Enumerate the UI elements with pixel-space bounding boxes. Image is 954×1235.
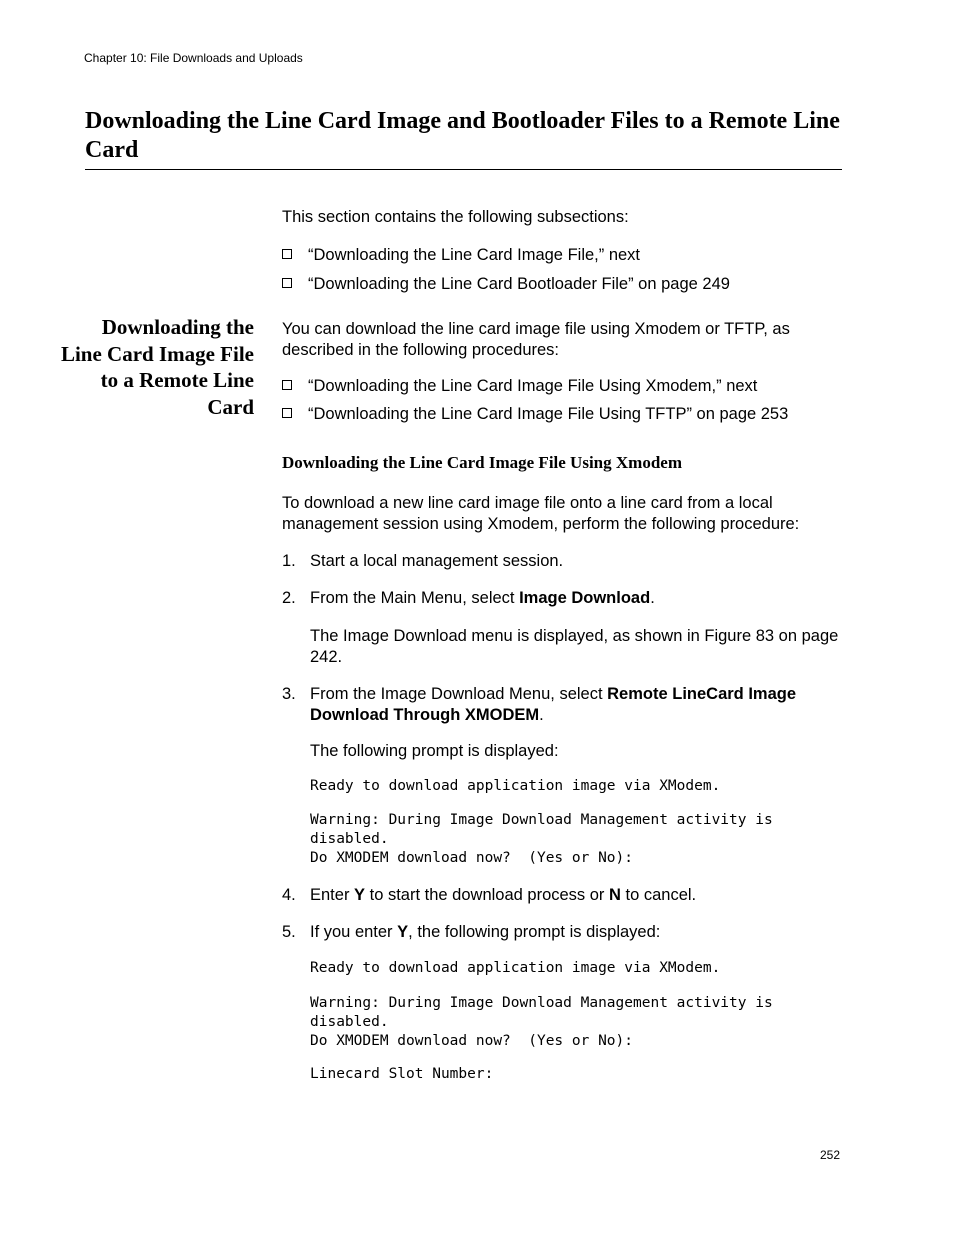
step-text-mid: to start the download process or [365, 886, 610, 904]
step-3-note: The following prompt is displayed: [310, 742, 559, 760]
step-emphasis: Y [397, 923, 409, 941]
step-number: 5. [282, 923, 296, 941]
bullet-text: “Downloading the Line Card Image File Using TFTP” on page 253 [308, 405, 789, 423]
bullet-text: “Downloading the Line Card Image File Using Xmodem,” next [308, 377, 758, 395]
step-text-end: to cancel. [620, 886, 697, 904]
running-head: Chapter 10: File Downloads and Uploads [84, 51, 303, 65]
code-block-line: Linecard Slot Number: [310, 1066, 494, 1082]
checkbox-bullet-icon [282, 408, 292, 418]
step-number: 2. [282, 589, 296, 607]
step-emphasis: Remote LineCard Image Download Through XMODEM [310, 685, 797, 724]
list-item [282, 376, 757, 397]
list-item [282, 245, 640, 266]
step-2 [282, 588, 842, 609]
step-text: Start a local management session. [310, 552, 564, 570]
step-5 [282, 922, 842, 943]
step-number: 1. [282, 552, 296, 570]
step-1 [282, 551, 842, 572]
step-emphasis: Image Download [519, 589, 651, 607]
step-number: 3. [282, 685, 296, 703]
step-text-end: . [650, 589, 655, 607]
page-number: 252 [820, 1148, 841, 1162]
bullet-text: “Downloading the Line Card Image File,” next [308, 246, 641, 264]
step-text-end: . [539, 706, 544, 724]
bullet-text: “Downloading the Line Card Bootloader File” on page 249 [308, 275, 730, 293]
step-text: If you enter [310, 923, 398, 941]
title-rule [85, 169, 842, 170]
step-number: 4. [282, 886, 296, 904]
code-block-line: Ready to download application image via XModem. [310, 778, 721, 794]
code-block-line: Warning: During Image Download Management activity is disabled. Do XMODEM download now? (Yes or No): [310, 995, 773, 1049]
side-heading: Downloading the Line Card Image File to a Remote Line Card [60, 315, 254, 419]
checkbox-bullet-icon [282, 249, 292, 259]
step-2-note: The Image Download menu is displayed, as shown in Figure 83 on page 242. [310, 627, 839, 666]
step-emphasis: Y [354, 886, 366, 904]
step-text-end: , the following prompt is displayed: [408, 923, 661, 941]
checkbox-bullet-icon [282, 380, 292, 390]
subheading: Downloading the Line Card Image File Using Xmodem [282, 453, 682, 472]
intro-paragraph: This section contains the following subsections: [282, 208, 629, 226]
list-item [282, 404, 788, 425]
page-title: Downloading the Line Card Image and Bootloader Files to a Remote Line Card [85, 108, 840, 163]
checkbox-bullet-icon [282, 278, 292, 288]
step-text: From the Image Download Menu, select [310, 685, 608, 703]
step-3 [282, 684, 842, 726]
list-item [282, 274, 730, 295]
step-emphasis: N [609, 886, 621, 904]
code-block-line: Warning: During Image Download Management activity is disabled. Do XMODEM download now? (Yes or No): [310, 812, 773, 866]
step-text: From the Main Menu, select [310, 589, 520, 607]
step-4 [282, 885, 842, 906]
step-text: Enter [310, 886, 355, 904]
code-block-line: Ready to download application image via XModem. [310, 960, 721, 976]
procedure-intro: To download a new line card image file onto a line card from a local management session using Xmodem, perform the following procedure: [282, 494, 800, 533]
section-paragraph: You can download the line card image file using Xmodem or TFTP, as described in the following procedures: [282, 320, 790, 359]
